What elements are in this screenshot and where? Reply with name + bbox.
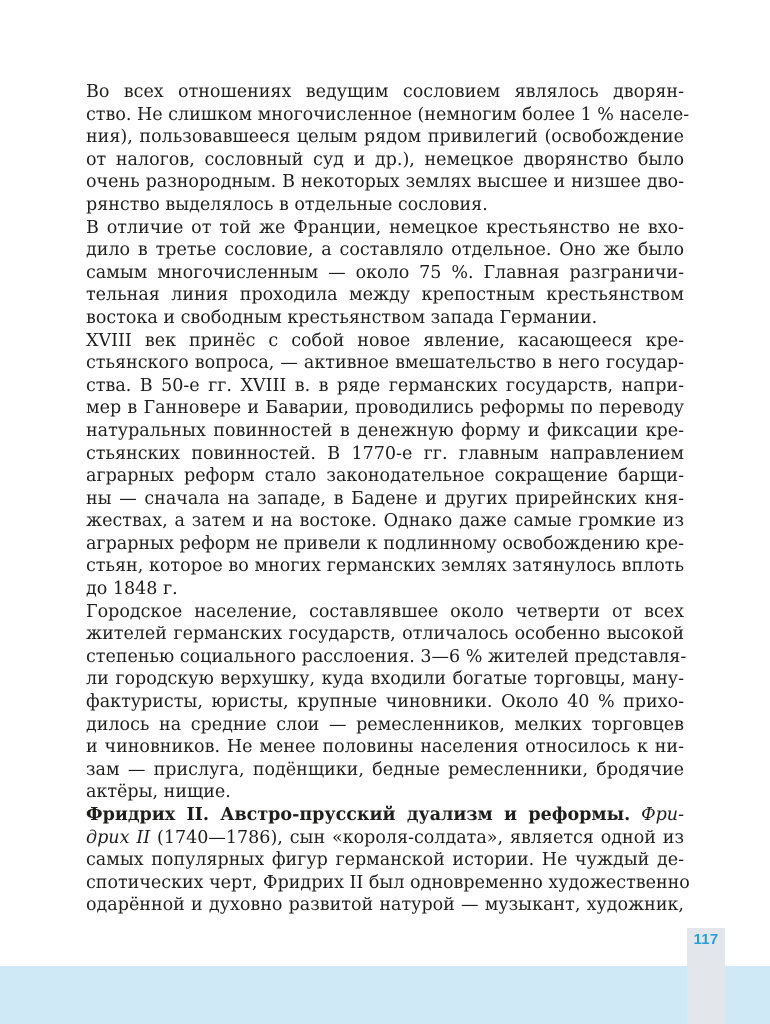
text-line: стьянского вопроса, — активное вмешательство в него государ-	[86, 353, 684, 374]
text-line: и чиновников. Не менее половины населения относилось к ни-	[86, 737, 684, 758]
text-line: степенью социального расслоения. 3—6 % жителей представля-	[86, 646, 687, 667]
text-line: мер в Ганновере и Баварии, проводились реформы по переводу	[86, 398, 684, 419]
page-body	[86, 81, 690, 917]
section-heading: Фридрих II. Австро-прусский дуализм и реформы.	[86, 805, 631, 825]
text-line: самым многочисленным — около 75 %. Главная разграничи-	[86, 262, 684, 283]
text-line: жителей германских государств, отличалось особенно высокой	[86, 624, 684, 645]
text-line: Городское население, составлявшее около четверти от всех	[86, 601, 684, 622]
text-line: тельная линия проходила между крепостным крестьянством	[86, 285, 684, 306]
text-line: ния), пользовавшееся целым рядом привилегий (освобождение	[86, 127, 684, 148]
paragraph-nobility	[86, 81, 690, 217]
text-line: рянство выделялось в отдельные сословия.	[86, 194, 488, 215]
text-line	[86, 827, 684, 850]
text-line: фактуристы, юристы, крупные чиновники. Около 40 % прихо-	[86, 692, 684, 713]
text-line: актёры, нищие.	[86, 782, 231, 803]
text-line: спотических черт, Фридрих II был одновременно художественно	[86, 872, 690, 893]
text-line: аграрных реформ стало законодательное сокращение барщи-	[86, 466, 684, 487]
text-line: ны — сначала на западе, в Бадене и других прирейнских кня-	[86, 488, 684, 509]
text-line: востока и свободным крестьянством запада Германии.	[86, 307, 598, 328]
text-line: зам — прислуга, подёнщики, бедные ремесленники, бродячие	[86, 759, 684, 780]
paragraph-urban-population	[86, 601, 687, 804]
paragraph-frederick-ii	[86, 804, 690, 917]
paragraph-agrarian-reforms	[86, 330, 684, 601]
page-number: 117	[693, 931, 719, 948]
text-line: ли городскую верхушку, куда входили богатые торговцы, ману-	[86, 669, 684, 690]
text-line: дилось на средние слои — ремесленников, мелких торговцев	[86, 714, 684, 735]
text-line: стьян, которое во многих германских землях затянулось вплоть	[86, 556, 684, 577]
text-line: натуральных повинностей в денежную форму и фиксации кре-	[86, 420, 684, 441]
text-line: одарённой и духовно развитой натурой — музыкант, художник,	[86, 895, 684, 916]
text-line: от налогов, сословный суд и др.), немецкое дворянство было	[86, 149, 684, 170]
bottom-color-band	[0, 966, 770, 1024]
text-line: XVIII век принёс с собой новое явление, касающееся кре-	[86, 330, 684, 351]
section-heading-line	[86, 804, 684, 827]
text-line: стьянских повинностей. В 1770-е гг. главным направлением	[86, 443, 684, 464]
section-italic-name-end: дрих II	[86, 827, 151, 848]
text-line: В отличие от той же Франции, немецкое крестьянство не вхо-	[86, 217, 684, 238]
text-line: дило в третье сословие, а составляло отдельное. Оно же было	[86, 240, 684, 261]
text-line: очень разнородным. В некоторых землях высшее и низшее дво-	[86, 172, 684, 193]
text-line: ства. В 50-е гг. XVIII в. в ряде германских государств, напри-	[86, 375, 684, 396]
text-line: до 1848 г.	[86, 579, 178, 600]
text-line: жествах, а затем и на востоке. Однако даже самые громкие из	[86, 511, 684, 532]
text-line: Во всех отношениях ведущим сословием являлось дворян-	[86, 82, 684, 102]
section-line-rest: (1740—1786), сын «короля-солдата», является одной из	[150, 827, 685, 848]
text-line: самых популярных фигур германской истории. Не чуждый де-	[86, 850, 684, 871]
section-italic-name-start: Фри-	[641, 805, 684, 825]
paragraph-peasantry	[86, 217, 684, 330]
text-line: аграрных реформ не привели к подлинному освобождению кре-	[86, 533, 684, 554]
text-line: ство. Не слишком многочисленное (немногим более 1 % населе-	[86, 104, 690, 125]
